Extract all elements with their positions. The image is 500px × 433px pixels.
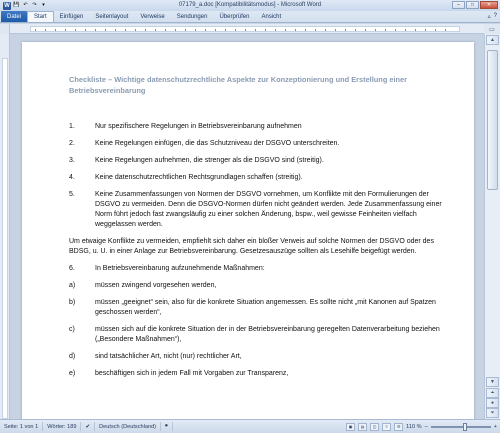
list-letter: d) <box>69 353 76 360</box>
list-text: Keine Regelungen einfügen, die das Schutzniveau der DSGVO unterschreiten. <box>95 140 340 147</box>
zoom-slider[interactable] <box>431 426 491 428</box>
proofing-status[interactable] <box>81 422 95 431</box>
customize-qat-icon[interactable]: ▾ <box>42 2 45 8</box>
ruler-tick <box>145 29 146 31</box>
previous-page-icon[interactable]: ⏶ <box>486 388 499 398</box>
ruler-tick <box>355 29 356 31</box>
help-icon[interactable]: ? <box>493 13 497 19</box>
outline-view-icon[interactable]: ≡ <box>382 423 391 431</box>
tab-start[interactable]: Start <box>27 11 54 22</box>
list-item <box>69 139 446 149</box>
tab-file[interactable]: Datei <box>1 11 27 22</box>
ruler-tick <box>75 29 76 31</box>
ruler-tick <box>165 29 166 31</box>
ruler-tick <box>105 29 106 31</box>
ruler-tick <box>135 29 136 31</box>
document-area[interactable] <box>10 34 484 419</box>
ruler-tick <box>445 29 446 31</box>
ruler-tick <box>285 29 286 31</box>
page-count[interactable]: Seite: 1 von 1 <box>0 422 43 431</box>
list-number: 6. <box>69 265 75 272</box>
body-paragraph: Um etwaige Konflikte zu vermeiden, empfiehlt sich daher ein bloßer Verweis auf solche Normen der DSGVO oder des BDSG, u. U. in einer Anlage zur Betriebsvereinbarung. Gesetzesauszüge sollten als Lesehilfe beigefügt werden. <box>69 238 434 255</box>
ruler-tick <box>55 29 56 31</box>
status-bar <box>0 419 500 433</box>
list-text: In Betriebsvereinbarung aufzunehmende Maßnahmen: <box>95 265 265 272</box>
tab-view[interactable]: Ansicht <box>261 13 282 20</box>
list-letter: c) <box>69 326 75 333</box>
ruler-tick <box>65 29 66 31</box>
print-layout-view-icon[interactable]: ▣ <box>346 423 355 431</box>
tab-page-layout[interactable]: Seitenlayout <box>95 13 129 20</box>
ruler-tick <box>245 29 246 31</box>
undo-icon[interactable]: ↶ <box>23 2 28 8</box>
title-bar <box>0 0 500 11</box>
select-browse-object-icon[interactable]: ● <box>486 398 499 408</box>
quick-access-toolbar <box>0 0 47 11</box>
word-count[interactable]: Wörter: 189 <box>43 422 81 431</box>
list-item <box>69 264 446 274</box>
ruler-tick <box>95 29 96 31</box>
draft-view-icon[interactable]: ☰ <box>394 423 403 431</box>
ruler-tick <box>375 29 376 31</box>
sub-list-item <box>69 369 446 379</box>
sub-list-item <box>69 325 446 345</box>
ruler-tick <box>265 29 266 31</box>
ruler-tick <box>335 29 336 31</box>
ruler-tick <box>395 29 396 31</box>
ruler-tick <box>295 29 296 31</box>
word-logo-icon[interactable]: W <box>4 2 10 9</box>
list-letter: a) <box>69 282 76 289</box>
list-number: 2. <box>69 140 75 147</box>
full-screen-view-icon[interactable]: ▤ <box>358 423 367 431</box>
ruler-tab-selector[interactable] <box>0 24 10 34</box>
list-item <box>69 173 446 183</box>
web-layout-view-icon[interactable]: ◫ <box>370 423 379 431</box>
list-text: Keine datenschutzrechtlichen Rechtsgrundlagen schaffen (streitig). <box>95 174 303 181</box>
tab-references[interactable]: Verweise <box>140 13 165 20</box>
save-icon[interactable]: 💾 <box>13 2 20 8</box>
vertical-ruler-text-area <box>2 58 8 419</box>
ruler-tick <box>235 29 236 31</box>
ribbon-right-controls <box>488 13 497 20</box>
next-page-icon[interactable]: ⏷ <box>486 408 499 418</box>
list-number: 1. <box>69 123 75 130</box>
list-text: Keine Zusammenfassungen von Normen der DSGVO vornehmen, um Konflikte mit den Formulierungen der DSGVO zu vermeiden. Denn die DSGVO-Normen dürfen nicht geändert werden. Jede Zusammenfassung einer Norm führt jedoch fast zwangsläufig zu einer solchen Änderung, bspw., weil gewisse Feinheiten vielfach weggelassen werden. <box>95 191 442 228</box>
scroll-up-icon[interactable]: ▲ <box>486 35 499 45</box>
tab-mailings[interactable]: Sendungen <box>176 13 208 20</box>
ruler-tick <box>85 29 86 31</box>
ruler-tick <box>435 29 436 31</box>
ruler-tick <box>255 29 256 31</box>
ruler-tick <box>215 29 216 31</box>
list-text: Nur spezifischere Regelungen in Betriebsvereinbarung aufnehmen <box>95 123 302 130</box>
ruler-tick <box>205 29 206 31</box>
proofing-icon: ✔ <box>85 423 91 430</box>
tab-review[interactable]: Überprüfen <box>219 13 250 20</box>
sub-list-item <box>69 298 446 318</box>
ruler-text-area <box>30 26 460 32</box>
scroll-thumb[interactable] <box>487 50 498 190</box>
horizontal-ruler[interactable] <box>10 24 484 34</box>
zoom-level[interactable]: 110 % <box>406 423 422 430</box>
tab-insert[interactable]: Einfügen <box>59 13 84 20</box>
list-letter: e) <box>69 370 76 377</box>
list-text: müssen „geeignet“ sein, also für die konkrete Situation angemessen. Es sollte nicht „mit Kanonen auf Spatzen geschossen werden“, <box>95 299 436 316</box>
ruler-tick <box>275 29 276 31</box>
ruler-tick <box>315 29 316 31</box>
list-letter: b) <box>69 299 76 306</box>
ruler-tick <box>155 29 156 31</box>
zoom-in-icon[interactable]: + <box>493 423 497 430</box>
list-item <box>69 190 446 230</box>
macro-status[interactable] <box>161 422 173 431</box>
ruler-tick <box>45 29 46 31</box>
list-text: Keine Regelungen aufnehmen, die strenger als die DSGVO sind (streitig). <box>95 157 324 164</box>
ruler-tick <box>185 29 186 31</box>
ruler-tick <box>385 29 386 31</box>
zoom-slider-thumb[interactable] <box>463 423 467 431</box>
zoom-out-icon[interactable]: – <box>424 423 428 430</box>
ruler-tick <box>225 29 226 31</box>
redo-icon[interactable]: ↷ <box>32 2 37 8</box>
list-number: 5. <box>69 191 75 198</box>
ruler-tick <box>35 29 36 31</box>
sub-list-item <box>69 352 446 362</box>
ribbon-tabs <box>0 11 500 23</box>
ruler-tick <box>325 29 326 31</box>
window-title: 07179_a.doc [Kompatibilitätsmodus] - Microsoft Word <box>178 2 322 8</box>
minimize-button[interactable]: – <box>452 1 465 9</box>
list-text: beschäftigen sich in jedem Fall mit Vorgaben zur Transparenz, <box>95 370 289 377</box>
vertical-ruler[interactable] <box>0 34 10 419</box>
ruler-tick <box>125 29 126 31</box>
ruler-tick <box>405 29 406 31</box>
document-body <box>69 122 446 379</box>
list-item <box>69 156 446 166</box>
view-zoom-controls <box>346 422 497 431</box>
scroll-down-icon[interactable]: ▼ <box>486 377 499 387</box>
macro-record-icon: ⏺ <box>165 423 168 429</box>
language-status[interactable]: Deutsch (Deutschland) <box>95 422 161 431</box>
list-text: müssen zwingend vorgesehen werden, <box>95 282 217 289</box>
sub-list-item <box>69 281 446 291</box>
list-number: 4. <box>69 174 75 181</box>
close-button[interactable]: ✕ <box>480 1 498 9</box>
ruler-tick <box>345 29 346 31</box>
ruler-tick <box>365 29 366 31</box>
view-ruler-icon[interactable]: ▭ <box>484 24 500 34</box>
document-page[interactable] <box>22 42 474 419</box>
window-controls <box>452 1 498 9</box>
list-item <box>69 122 446 132</box>
ribbon-minimize-icon[interactable]: ▵ <box>487 14 491 20</box>
ruler-tick <box>425 29 426 31</box>
list-text: sind tatsächlicher Art, nicht (nur) rechtlicher Art, <box>95 353 242 360</box>
ruler-tick <box>305 29 306 31</box>
vertical-scrollbar[interactable] <box>484 34 500 419</box>
ruler-tick <box>415 29 416 31</box>
maximize-button[interactable]: □ <box>466 1 479 9</box>
ruler-tick <box>195 29 196 31</box>
list-text: müssen sich auf die konkrete Situation der in der Betriebsvereinbarung geregelten Datenverarbeitung beziehen („Besondere Maßnahmen“), <box>95 326 440 343</box>
list-number: 3. <box>69 157 75 164</box>
ruler-tick <box>175 29 176 31</box>
document-heading: Checkliste – Wichtige datenschutzrechtliche Aspekte zur Konzeptionierung und Erstellung einer Betriebsvereinbarung <box>69 75 408 95</box>
ruler-tick <box>115 29 116 31</box>
